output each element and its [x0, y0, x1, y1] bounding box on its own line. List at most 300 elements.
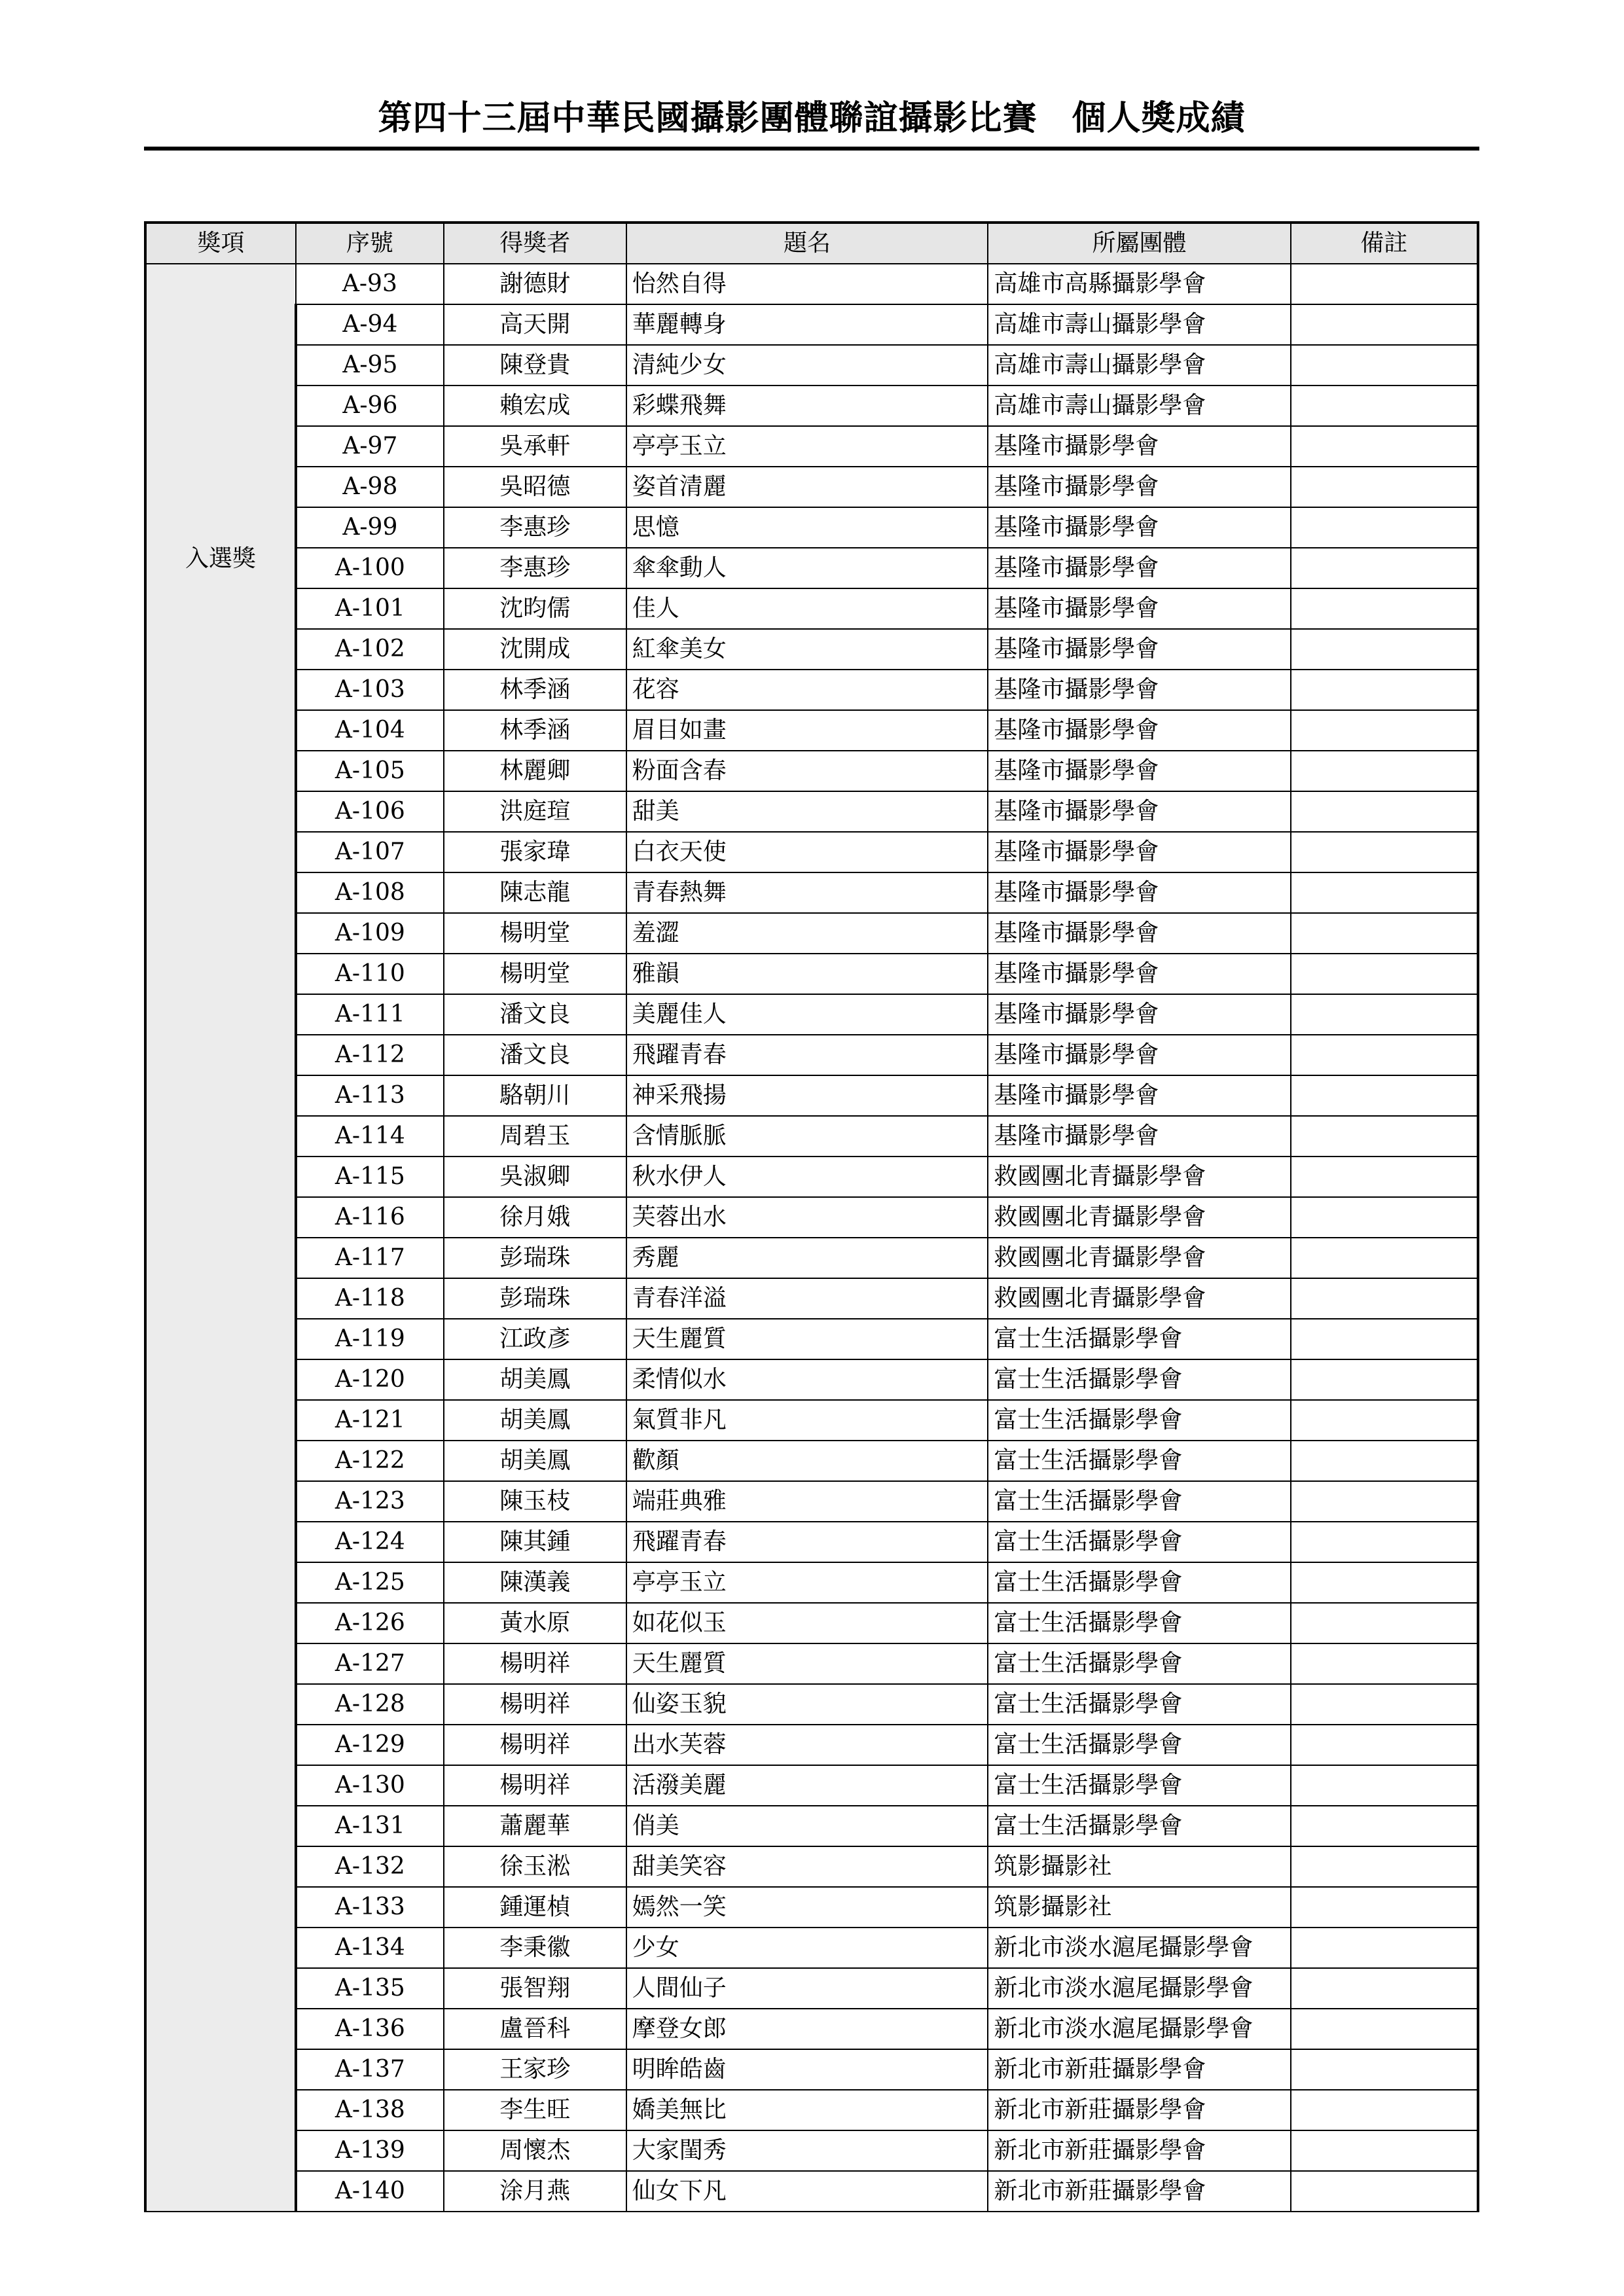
table-row: [145, 1197, 1478, 1238]
work-title-cell: 人間仙子: [626, 1968, 988, 2009]
seq-cell: A-123: [296, 1481, 444, 1522]
winner-cell: 楊明祥: [444, 1765, 626, 1806]
note-cell: [1291, 1116, 1478, 1157]
club-cell: 新北市新莊攝影學會: [988, 2090, 1290, 2130]
work-title-cell: 甜美: [626, 791, 988, 832]
seq-cell: A-128: [296, 1684, 444, 1725]
table-row: [145, 264, 1478, 304]
club-cell: 基隆市攝影學會: [988, 872, 1290, 913]
note-cell: [1291, 1522, 1478, 1562]
results-table: [144, 221, 1479, 2212]
table-row: [145, 1562, 1478, 1603]
club-cell: 富士生活攝影學會: [988, 1725, 1290, 1765]
note-cell: [1291, 2090, 1478, 2130]
work-title-cell: 清純少女: [626, 345, 988, 386]
table-row: [145, 507, 1478, 548]
table-row: [145, 1603, 1478, 1643]
table-row: [145, 1359, 1478, 1400]
work-title-cell: 端莊典雅: [626, 1481, 988, 1522]
seq-cell: A-126: [296, 1603, 444, 1643]
seq-cell: A-124: [296, 1522, 444, 1562]
note-cell: [1291, 710, 1478, 751]
seq-cell: A-93: [296, 264, 444, 304]
club-cell: 基隆市攝影學會: [988, 954, 1290, 994]
winner-cell: 李惠珍: [444, 507, 626, 548]
club-cell: 救國團北青攝影學會: [988, 1238, 1290, 1278]
seq-cell: A-98: [296, 467, 444, 507]
seq-cell: A-112: [296, 1035, 444, 1075]
winner-cell: 蕭麗華: [444, 1806, 626, 1846]
seq-cell: A-96: [296, 386, 444, 426]
note-cell: [1291, 1765, 1478, 1806]
header-award: 獎項: [145, 223, 296, 264]
winner-cell: 鍾運楨: [444, 1887, 626, 1928]
table-row: [145, 913, 1478, 954]
work-title-cell: 彩蝶飛舞: [626, 386, 988, 426]
winner-cell: 楊明祥: [444, 1684, 626, 1725]
winner-cell: 黃水原: [444, 1603, 626, 1643]
club-cell: 新北市淡水滬尾攝影學會: [988, 2009, 1290, 2049]
seq-cell: A-127: [296, 1643, 444, 1684]
work-title-cell: 秀麗: [626, 1238, 988, 1278]
club-cell: 基隆市攝影學會: [988, 710, 1290, 751]
club-cell: 新北市新莊攝影學會: [988, 2171, 1290, 2212]
note-cell: [1291, 1603, 1478, 1643]
table-row: [145, 1319, 1478, 1359]
work-title-cell: 神采飛揚: [626, 1075, 988, 1116]
note-cell: [1291, 507, 1478, 548]
club-cell: 富士生活攝影學會: [988, 1684, 1290, 1725]
table-row: [145, 548, 1478, 588]
winner-cell: 林季涵: [444, 710, 626, 751]
seq-cell: A-114: [296, 1116, 444, 1157]
seq-cell: A-97: [296, 426, 444, 467]
table-row: [145, 2130, 1478, 2171]
work-title-cell: 亭亭玉立: [626, 426, 988, 467]
work-title-cell: 思憶: [626, 507, 988, 548]
seq-cell: A-116: [296, 1197, 444, 1238]
club-cell: 新北市淡水滬尾攝影學會: [988, 1928, 1290, 1968]
winner-cell: 賴宏成: [444, 386, 626, 426]
winner-cell: 胡美鳳: [444, 1400, 626, 1441]
note-cell: [1291, 913, 1478, 954]
note-cell: [1291, 1278, 1478, 1319]
winner-cell: 彭瑞珠: [444, 1278, 626, 1319]
note-cell: [1291, 1441, 1478, 1481]
seq-cell: A-104: [296, 710, 444, 751]
work-title-cell: 芙蓉出水: [626, 1197, 988, 1238]
table-row: [145, 2009, 1478, 2049]
note-cell: [1291, 629, 1478, 670]
work-title-cell: 大家閨秀: [626, 2130, 988, 2171]
seq-cell: A-108: [296, 872, 444, 913]
table-row: [145, 1481, 1478, 1522]
winner-cell: 高天開: [444, 304, 626, 345]
work-title-cell: 亭亭玉立: [626, 1562, 988, 1603]
winner-cell: 林麗卿: [444, 751, 626, 791]
club-cell: 富士生活攝影學會: [988, 1643, 1290, 1684]
note-cell: [1291, 467, 1478, 507]
winner-cell: 李惠珍: [444, 548, 626, 588]
winner-cell: 駱朝川: [444, 1075, 626, 1116]
seq-cell: A-121: [296, 1400, 444, 1441]
club-cell: 基隆市攝影學會: [988, 791, 1290, 832]
work-title-cell: 青春熱舞: [626, 872, 988, 913]
work-title-cell: 秋水伊人: [626, 1157, 988, 1197]
winner-cell: 胡美鳳: [444, 1359, 626, 1400]
seq-cell: A-113: [296, 1075, 444, 1116]
work-title-cell: 傘傘動人: [626, 548, 988, 588]
table-row: [145, 872, 1478, 913]
table-row: [145, 1278, 1478, 1319]
club-cell: 富士生活攝影學會: [988, 1522, 1290, 1562]
club-cell: 筑影攝影社: [988, 1846, 1290, 1887]
note-cell: [1291, 994, 1478, 1035]
seq-cell: A-106: [296, 791, 444, 832]
winner-cell: 陳玉枝: [444, 1481, 626, 1522]
seq-cell: A-122: [296, 1441, 444, 1481]
seq-cell: A-101: [296, 588, 444, 629]
club-cell: 高雄市壽山攝影學會: [988, 304, 1290, 345]
table-row: [145, 426, 1478, 467]
club-cell: 基隆市攝影學會: [988, 1035, 1290, 1075]
club-cell: 基隆市攝影學會: [988, 913, 1290, 954]
seq-cell: A-107: [296, 832, 444, 872]
winner-cell: 陳志龍: [444, 872, 626, 913]
table-row: [145, 1684, 1478, 1725]
club-cell: 基隆市攝影學會: [988, 467, 1290, 507]
seq-cell: A-140: [296, 2171, 444, 2212]
note-cell: [1291, 548, 1478, 588]
work-title-cell: 天生麗質: [626, 1319, 988, 1359]
note-cell: [1291, 1359, 1478, 1400]
club-cell: 富士生活攝影學會: [988, 1359, 1290, 1400]
note-cell: [1291, 1238, 1478, 1278]
table-row: [145, 1765, 1478, 1806]
winner-cell: 胡美鳳: [444, 1441, 626, 1481]
note-cell: [1291, 264, 1478, 304]
seq-cell: A-99: [296, 507, 444, 548]
seq-cell: A-95: [296, 345, 444, 386]
seq-cell: A-129: [296, 1725, 444, 1765]
club-cell: 高雄市壽山攝影學會: [988, 345, 1290, 386]
header-club: 所屬團體: [988, 223, 1290, 264]
winner-cell: 陳漢義: [444, 1562, 626, 1603]
note-cell: [1291, 1846, 1478, 1887]
work-title-cell: 粉面含春: [626, 751, 988, 791]
seq-cell: A-110: [296, 954, 444, 994]
winner-cell: 潘文良: [444, 994, 626, 1035]
club-cell: 富士生活攝影學會: [988, 1441, 1290, 1481]
note-cell: [1291, 1400, 1478, 1441]
table-row: [145, 1806, 1478, 1846]
seq-cell: A-134: [296, 1928, 444, 1968]
note-cell: [1291, 1319, 1478, 1359]
club-cell: 基隆市攝影學會: [988, 1116, 1290, 1157]
table-row: [145, 467, 1478, 507]
note-cell: [1291, 426, 1478, 467]
note-cell: [1291, 588, 1478, 629]
work-title-cell: 嫣然一笑: [626, 1887, 988, 1928]
table-row: [145, 304, 1478, 345]
club-cell: 富士生活攝影學會: [988, 1400, 1290, 1441]
seq-cell: A-111: [296, 994, 444, 1035]
title-rule: [144, 147, 1479, 151]
note-cell: [1291, 1075, 1478, 1116]
winner-cell: 張智翔: [444, 1968, 626, 2009]
work-title-cell: 飛躍青春: [626, 1035, 988, 1075]
table-row: [145, 1157, 1478, 1197]
award-category-cell: [145, 264, 296, 2212]
winner-cell: 潘文良: [444, 1035, 626, 1075]
seq-cell: A-133: [296, 1887, 444, 1928]
note-cell: [1291, 751, 1478, 791]
work-title-cell: 含情脈脈: [626, 1116, 988, 1157]
note-cell: [1291, 1806, 1478, 1846]
table-row: [145, 1846, 1478, 1887]
table-row: [145, 1643, 1478, 1684]
club-cell: 富士生活攝影學會: [988, 1319, 1290, 1359]
winner-cell: 楊明祥: [444, 1725, 626, 1765]
seq-cell: A-125: [296, 1562, 444, 1603]
seq-cell: A-109: [296, 913, 444, 954]
winner-cell: 陳其鍾: [444, 1522, 626, 1562]
table-body: [145, 264, 1478, 2212]
winner-cell: 彭瑞珠: [444, 1238, 626, 1278]
note-cell: [1291, 791, 1478, 832]
work-title-cell: 歡顏: [626, 1441, 988, 1481]
winner-cell: 沈昀儒: [444, 588, 626, 629]
club-cell: 富士生活攝影學會: [988, 1603, 1290, 1643]
club-cell: 基隆市攝影學會: [988, 670, 1290, 710]
table-row: [145, 1116, 1478, 1157]
table-row: [145, 2049, 1478, 2090]
winner-cell: 吳淑卿: [444, 1157, 626, 1197]
winner-cell: 張家瑋: [444, 832, 626, 872]
winner-cell: 謝德財: [444, 264, 626, 304]
header-work-title: 題名: [626, 223, 988, 264]
winner-cell: 陳登貴: [444, 345, 626, 386]
note-cell: [1291, 1157, 1478, 1197]
work-title-cell: 華麗轉身: [626, 304, 988, 345]
table-row: [145, 1968, 1478, 2009]
club-cell: 基隆市攝影學會: [988, 548, 1290, 588]
work-title-cell: 怡然自得: [626, 264, 988, 304]
table-row: [145, 2090, 1478, 2130]
table-row: [145, 791, 1478, 832]
seq-cell: A-117: [296, 1238, 444, 1278]
club-cell: 基隆市攝影學會: [988, 588, 1290, 629]
table-row: [145, 1075, 1478, 1116]
seq-cell: A-135: [296, 1968, 444, 2009]
club-cell: 新北市新莊攝影學會: [988, 2049, 1290, 2090]
work-title-cell: 嬌美無比: [626, 2090, 988, 2130]
note-cell: [1291, 1684, 1478, 1725]
note-cell: [1291, 1887, 1478, 1928]
award-category-label: 入選獎: [185, 545, 256, 572]
work-title-cell: 佳人: [626, 588, 988, 629]
table-row: [145, 1928, 1478, 1968]
club-cell: 基隆市攝影學會: [988, 426, 1290, 467]
seq-cell: A-105: [296, 751, 444, 791]
note-cell: [1291, 1481, 1478, 1522]
note-cell: [1291, 1035, 1478, 1075]
work-title-cell: 羞澀: [626, 913, 988, 954]
winner-cell: 楊明堂: [444, 954, 626, 994]
winner-cell: 楊明堂: [444, 913, 626, 954]
seq-cell: A-115: [296, 1157, 444, 1197]
note-cell: [1291, 1928, 1478, 1968]
note-cell: [1291, 2130, 1478, 2171]
table-row: [145, 832, 1478, 872]
winner-cell: 沈開成: [444, 629, 626, 670]
work-title-cell: 氣質非凡: [626, 1400, 988, 1441]
table-row: [145, 1238, 1478, 1278]
winner-cell: 楊明祥: [444, 1643, 626, 1684]
note-cell: [1291, 670, 1478, 710]
table-row: [145, 588, 1478, 629]
club-cell: 基隆市攝影學會: [988, 1075, 1290, 1116]
table-header: [145, 223, 1478, 264]
note-cell: [1291, 304, 1478, 345]
table-row: [145, 710, 1478, 751]
table-row: [145, 629, 1478, 670]
work-title-cell: 摩登女郎: [626, 2009, 988, 2049]
work-title-cell: 美麗佳人: [626, 994, 988, 1035]
table-row: [145, 2171, 1478, 2212]
club-cell: 富士生活攝影學會: [988, 1806, 1290, 1846]
club-cell: 筑影攝影社: [988, 1887, 1290, 1928]
header-note: 備註: [1291, 223, 1478, 264]
work-title-cell: 天生麗質: [626, 1643, 988, 1684]
note-cell: [1291, 386, 1478, 426]
table-row: [145, 1035, 1478, 1075]
work-title-cell: 姿首清麗: [626, 467, 988, 507]
club-cell: 基隆市攝影學會: [988, 507, 1290, 548]
work-title-cell: 如花似玉: [626, 1603, 988, 1643]
seq-cell: A-137: [296, 2049, 444, 2090]
work-title-cell: 花容: [626, 670, 988, 710]
table-row: [145, 1887, 1478, 1928]
seq-cell: A-120: [296, 1359, 444, 1400]
club-cell: 富士生活攝影學會: [988, 1481, 1290, 1522]
winner-cell: 盧晉科: [444, 2009, 626, 2049]
work-title-cell: 出水芙蓉: [626, 1725, 988, 1765]
club-cell: 基隆市攝影學會: [988, 832, 1290, 872]
note-cell: [1291, 345, 1478, 386]
work-title-cell: 俏美: [626, 1806, 988, 1846]
club-cell: 富士生活攝影學會: [988, 1562, 1290, 1603]
work-title-cell: 甜美笑容: [626, 1846, 988, 1887]
work-title-cell: 紅傘美女: [626, 629, 988, 670]
note-cell: [1291, 1643, 1478, 1684]
club-cell: 救國團北青攝影學會: [988, 1157, 1290, 1197]
club-cell: 富士生活攝影學會: [988, 1765, 1290, 1806]
work-title-cell: 明眸皓齒: [626, 2049, 988, 2090]
work-title-cell: 活潑美麗: [626, 1765, 988, 1806]
work-title-cell: 白衣天使: [626, 832, 988, 872]
table-row: [145, 670, 1478, 710]
club-cell: 基隆市攝影學會: [988, 751, 1290, 791]
seq-cell: A-138: [296, 2090, 444, 2130]
table-row: [145, 1400, 1478, 1441]
note-cell: [1291, 954, 1478, 994]
note-cell: [1291, 1562, 1478, 1603]
header-row: [145, 223, 1478, 264]
club-cell: 救國團北青攝影學會: [988, 1197, 1290, 1238]
header-winner: 得獎者: [444, 223, 626, 264]
seq-cell: A-102: [296, 629, 444, 670]
note-cell: [1291, 1968, 1478, 2009]
note-cell: [1291, 872, 1478, 913]
winner-cell: 周碧玉: [444, 1116, 626, 1157]
seq-cell: A-100: [296, 548, 444, 588]
page-title: 第四十三屆中華民國攝影團體聯誼攝影比賽 個人獎成績: [378, 98, 1246, 138]
work-title-cell: 眉目如畫: [626, 710, 988, 751]
note-cell: [1291, 1725, 1478, 1765]
work-title-cell: 仙女下凡: [626, 2171, 988, 2212]
winner-cell: 吳承軒: [444, 426, 626, 467]
club-cell: 新北市新莊攝影學會: [988, 2130, 1290, 2171]
club-cell: 基隆市攝影學會: [988, 629, 1290, 670]
note-cell: [1291, 832, 1478, 872]
work-title-cell: 雅韻: [626, 954, 988, 994]
seq-cell: A-139: [296, 2130, 444, 2171]
note-cell: [1291, 2009, 1478, 2049]
winner-cell: 吳昭德: [444, 467, 626, 507]
winner-cell: 涂月燕: [444, 2171, 626, 2212]
club-cell: 新北市淡水滬尾攝影學會: [988, 1968, 1290, 2009]
seq-cell: A-118: [296, 1278, 444, 1319]
note-cell: [1291, 2049, 1478, 2090]
table-row: [145, 751, 1478, 791]
winner-cell: 洪庭瑄: [444, 791, 626, 832]
seq-cell: A-131: [296, 1806, 444, 1846]
table-row: [145, 345, 1478, 386]
work-title-cell: 少女: [626, 1928, 988, 1968]
winner-cell: 李秉徽: [444, 1928, 626, 1968]
club-cell: 高雄市壽山攝影學會: [988, 386, 1290, 426]
seq-cell: A-119: [296, 1319, 444, 1359]
seq-cell: A-103: [296, 670, 444, 710]
winner-cell: 李生旺: [444, 2090, 626, 2130]
winner-cell: 徐月娥: [444, 1197, 626, 1238]
table-row: [145, 1725, 1478, 1765]
table-row: [145, 386, 1478, 426]
club-cell: 高雄市高縣攝影學會: [988, 264, 1290, 304]
winner-cell: 徐玉淞: [444, 1846, 626, 1887]
work-title-cell: 飛躍青春: [626, 1522, 988, 1562]
winner-cell: 林季涵: [444, 670, 626, 710]
winner-cell: 周懷杰: [444, 2130, 626, 2171]
winner-cell: 王家珍: [444, 2049, 626, 2090]
header-seq: 序號: [296, 223, 444, 264]
club-cell: 救國團北青攝影學會: [988, 1278, 1290, 1319]
work-title-cell: 青春洋溢: [626, 1278, 988, 1319]
club-cell: 基隆市攝影學會: [988, 994, 1290, 1035]
table-row: [145, 1522, 1478, 1562]
seq-cell: A-136: [296, 2009, 444, 2049]
note-cell: [1291, 2171, 1478, 2212]
work-title-cell: 柔情似水: [626, 1359, 988, 1400]
work-title-cell: 仙姿玉貌: [626, 1684, 988, 1725]
note-cell: [1291, 1197, 1478, 1238]
seq-cell: A-132: [296, 1846, 444, 1887]
table-row: [145, 954, 1478, 994]
table-row: [145, 1441, 1478, 1481]
seq-cell: A-94: [296, 304, 444, 345]
seq-cell: A-130: [296, 1765, 444, 1806]
